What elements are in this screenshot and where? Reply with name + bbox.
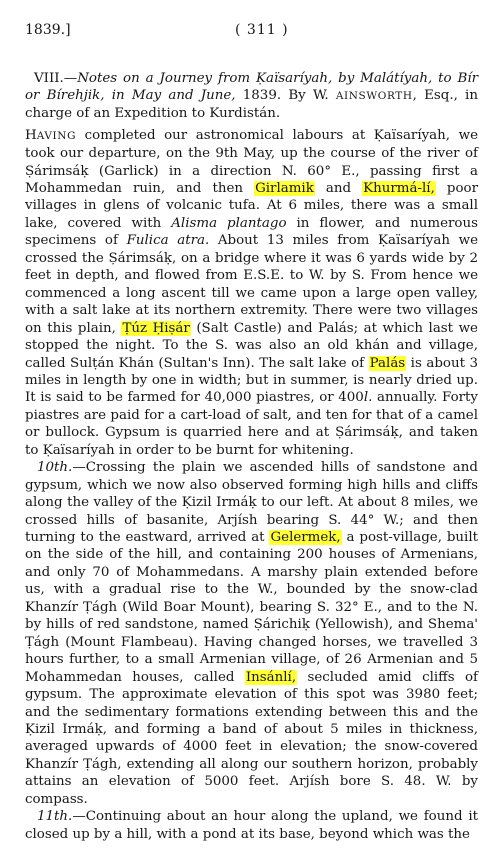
title-italic: Notes on a Journey from Ḳaïsaríyah, by Malátíyah, to Bír or Bírehjik, in May and June, (25, 71, 478, 104)
section-number: VIII.— (34, 71, 78, 86)
highlight-girlamik: Girlamik (255, 180, 314, 196)
highlight-palas: Palás (369, 355, 406, 371)
page-number: ( 311 ) (235, 22, 289, 38)
italic-fulica: Fulica atra. (126, 233, 210, 249)
date-11th: 11th. (37, 809, 73, 825)
paragraph-may-9 (25, 127, 478, 460)
text-run: is about 3 miles in length by one in width; but in summer, is nearly dried up. It is said to be farmed for 40,000 piastres, or 400 (25, 355, 478, 406)
author-name: AINSWORTH (335, 90, 413, 103)
text-run: secluded amid cliffs of gypsum. The approximate elevation of this spot was 3980 feet; and the sedimentary formations extending between this and the Ḳizil Irmáḳ, and forming a band of about 5 miles in thickness, averaged upwards of 4000 feet in elevation; the snow-covered Khanzír Ṭágh, extending all along our southern horizon, probably attains an elevation of 5000 feet. Arjísh bore S. 48. W. by compass. (25, 669, 478, 807)
author-affiliation: , Esq., in charge of an Expedition to Kurdistán. (25, 88, 478, 122)
italic-pound: l (363, 390, 369, 406)
lead-smallcaps: AVING (36, 129, 77, 142)
text-run: completed our astronomical labours at Ḳaïsaríyah, we took our departure, on the 9th May, up the course of the river of Ṣárimsáḳ (Garlick) in a direction N. 60° E., passing first a Mohammedan ruin, and then (25, 127, 478, 196)
text-run: in flower, and numerous specimens of (25, 215, 478, 249)
date-10th: 10th. (37, 460, 73, 476)
italic-alisma: Alisma plantago (171, 215, 287, 231)
title-by: By W. (288, 88, 329, 104)
highlight-khurmali: Khurmá-lí, (363, 180, 435, 196)
highlight-gelermek: Gelermek, (270, 530, 341, 546)
article-title (25, 70, 478, 123)
text-run: (Salt Castle) and Palás; at which last we stopped the night. To the S. was also an old khán and village, called Sulṭán Khán (Sultan's Inn). The salt lake of (25, 320, 478, 371)
paragraph-10th (25, 459, 478, 808)
text-run: About 13 miles from Ḳaïsaríyah we crossed the Ṣárimsáḳ, on a bridge where it was 6 yards wide by 2 feet in depth, and flowed from E.S.E. to W. by S. From hence we commenced a long ascent till we came upon a large open valley, with a salt lake at its northern extremity. There were two villages on this plain, (25, 233, 478, 336)
highlight-tuz-hisar: Ṭúz Ḥiṣár (122, 320, 190, 336)
paragraph-11th (25, 808, 478, 843)
running-header (25, 22, 478, 44)
text-run: —Continuing about an hour along the upland, we found it closed up by a hill, with a pond at its base, beyond which was the (25, 809, 478, 842)
text-run: —Crossing the plain we ascended hills of sandstone and gypsum, which we now also observed forming high hills and cliffs along the valley of the Ḳizil Irmáḳ to our left. At about 8 miles, we crossed hills of basanite, Arjísh bearing S. 44° W.; and then turning to the eastward, arrived at (25, 460, 478, 546)
highlight-insanli: Insánlí, (245, 669, 297, 685)
text-run: . annually. Forty piastres are paid for a cart-load of salt, and ten for that of a camel or bullock. Gypsum is quarried here and at Ṣárimsáḳ, and taken to Ḳaïsaríyah in order to be burnt for whitening. (25, 390, 478, 458)
drop-cap: H (25, 127, 37, 143)
text-run: and (314, 180, 363, 196)
text-run: a post-village, built on the side of the hill, and containing 200 houses of Armenians, and only 70 of Mohammedans. A marshy plain extended before us, with a gradual rise to the W., bounded by the snow-clad Khanzír Ṭágh (Wild Boar Mount), bearing S. 32° E., and to the N. by hills of red sandstone, named Ṣárichiḳ (Yellowish), and Shema' Ṭágh (Mount Flambeau). Having changed horses, we travelled 3 hours further, to a small Armenian village, of 26 Armenian and 5 Mohammedan houses, called (25, 530, 478, 685)
title-year: 1839. (242, 88, 282, 104)
text-run: poor villages in glens of volcanic tufa. At 6 miles, there was a small lake, covered with (25, 180, 479, 231)
header-year: 1839.] (25, 22, 71, 38)
